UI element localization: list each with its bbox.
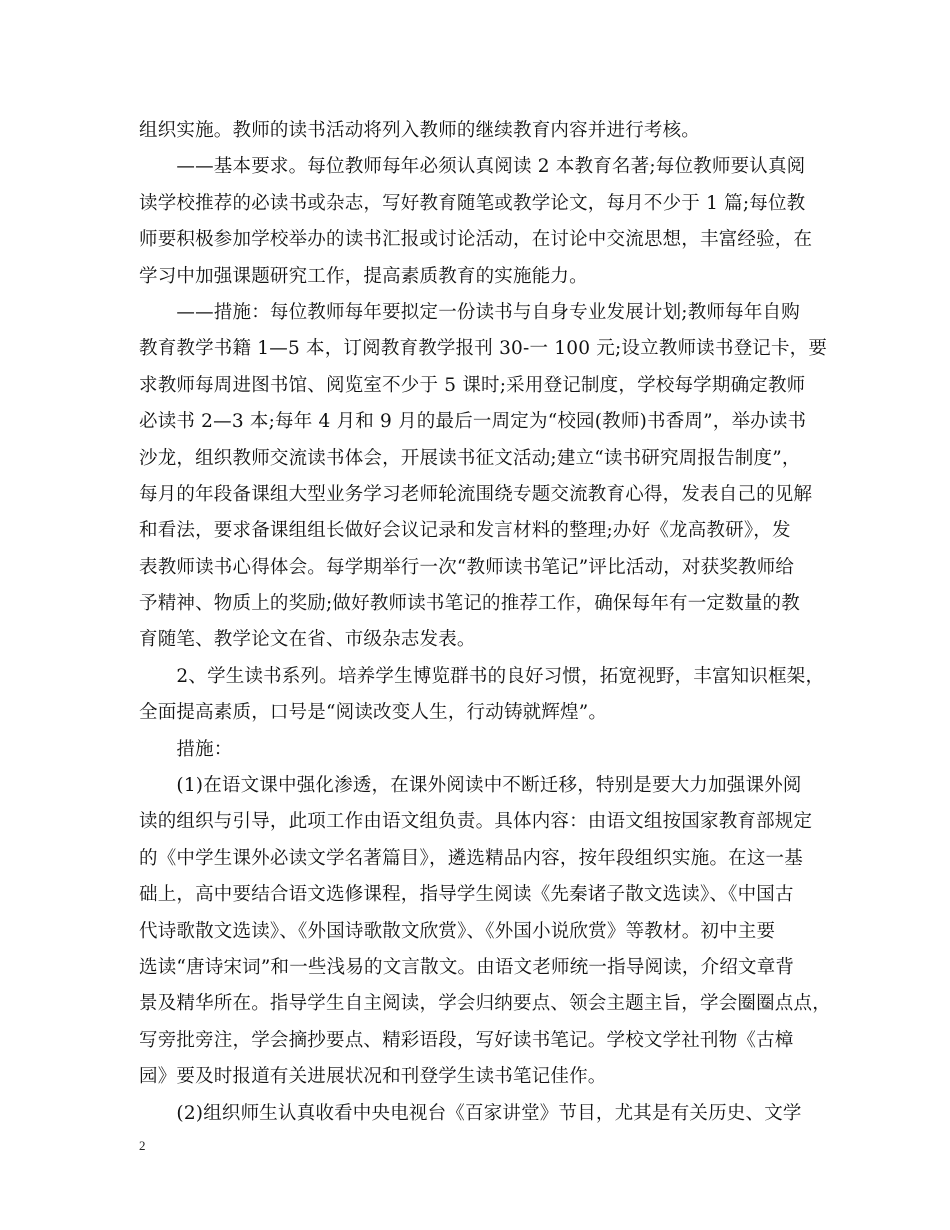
text-line: 园》要及时报道有关进展状况和刊登学生读书笔记佳作。 (139, 1066, 607, 1088)
text-line: 组织实施。教师的读书活动将列入教师的继续教育内容并进行考核。 (139, 120, 701, 141)
text-line: 求教师每周进图书馆、阅览室不少于 5 课时;采用登记制度，学校每学期确定教师 (139, 374, 806, 396)
text-line: 和看法，要求备课组组长做好会议记录和发言材料的整理;办好《龙高教研》，发 (139, 520, 791, 542)
text-line: 代诗歌散文选读》、《外国诗歌散文欣赏》、《外国小说欣赏》等教材。初中主要 (139, 920, 776, 942)
text-line: 措施： (139, 738, 233, 760)
text-line: 表教师读书心得体会。每学期举行一次“教师读书笔记”评比活动，对获奖教师给 (139, 556, 795, 578)
text-line: 景及精华所在。指导学生自主阅读，学会归纳要点、领会主题主旨，学会圈圈点点， (139, 993, 831, 1015)
page-number: 2 (139, 1138, 146, 1153)
text-line: 沙龙，组织教师交流读书体会，开展读书征文活动;建立“读书研究周报告制度”， (139, 447, 801, 469)
text-line: 必读书 2—3 本;每年 4 月和 9 月的最后一周定为“校园(教师)书香周”，举办读书 (139, 411, 807, 433)
text-line: 教育教学书籍 1—5 本，订阅教育教学报刊 30-一 100 元;设立教师读书登记卡，要 (139, 338, 828, 360)
text-line: 育随笔、教学论文在省、市级杂志发表。 (139, 629, 476, 651)
text-line: 师要积极参加学校举办的读书汇报或讨论活动，在讨论中交流思想，丰富经验，在 (139, 229, 813, 251)
text-line: 予精神、物质上的奖励;做好教师读书笔记的推荐工作，确保每年有一定数量的教 (139, 593, 800, 615)
text-line: ——措施：每位教师每年要拟定一份读书与自身专业发展计划;教师每年自购 (139, 301, 800, 323)
text-line: 读的组织与引导，此项工作由语文组负责。具体内容：由语文组按国家教育部规定 (139, 811, 813, 833)
text-line: 础上，高中要结合语文选修课程，指导学生阅读《先秦诸子散文选读》、《中国古 (139, 884, 794, 906)
text-line: 写旁批旁注，学会摘抄要点、精彩语段，写好读书笔记。学校文学社刊物《古樟 (139, 1029, 794, 1051)
text-line: 读学校推荐的必读书或杂志，写好教育随笔或教学论文，每月不少于 1 篇;每位教 (139, 192, 806, 214)
text-line: 学习中加强课题研究工作，提高素质教育的实施能力。 (139, 265, 588, 287)
text-line: 的《中学生课外必读文学名著篇目》，遴选精品内容，按年段组织实施。在这一基 (139, 847, 803, 869)
text-line: 2、学生读书系列。培养学生博览群书的良好习惯，拓宽视野，丰富知识框架， (139, 665, 825, 687)
text-line: 选读“唐诗宋词”和一些浅易的文言散文。由语文老师统一指导阅读，介绍文章背 (139, 956, 795, 978)
body-text (139, 113, 829, 1132)
text-line: (2)组织师生认真收看中央电视台《百家讲堂》节目，尤其是有关历史、文学 (139, 1102, 802, 1124)
text-line: 每月的年段备课组大型业务学习老师轮流围绕专题交流教育心得，发表自己的见解 (139, 483, 813, 505)
text-line: 全面提高素质，口号是“阅读改变人生，行动铸就辉煌”。 (139, 702, 608, 724)
text-line: ——基本要求。每位教师每年必须认真阅读 2 本教育名著;每位教师要认真阅 (139, 156, 806, 178)
text-line: (1)在语文课中强化渗透，在课外阅读中不断迁移，特别是要大力加强课外阅 (139, 775, 802, 797)
